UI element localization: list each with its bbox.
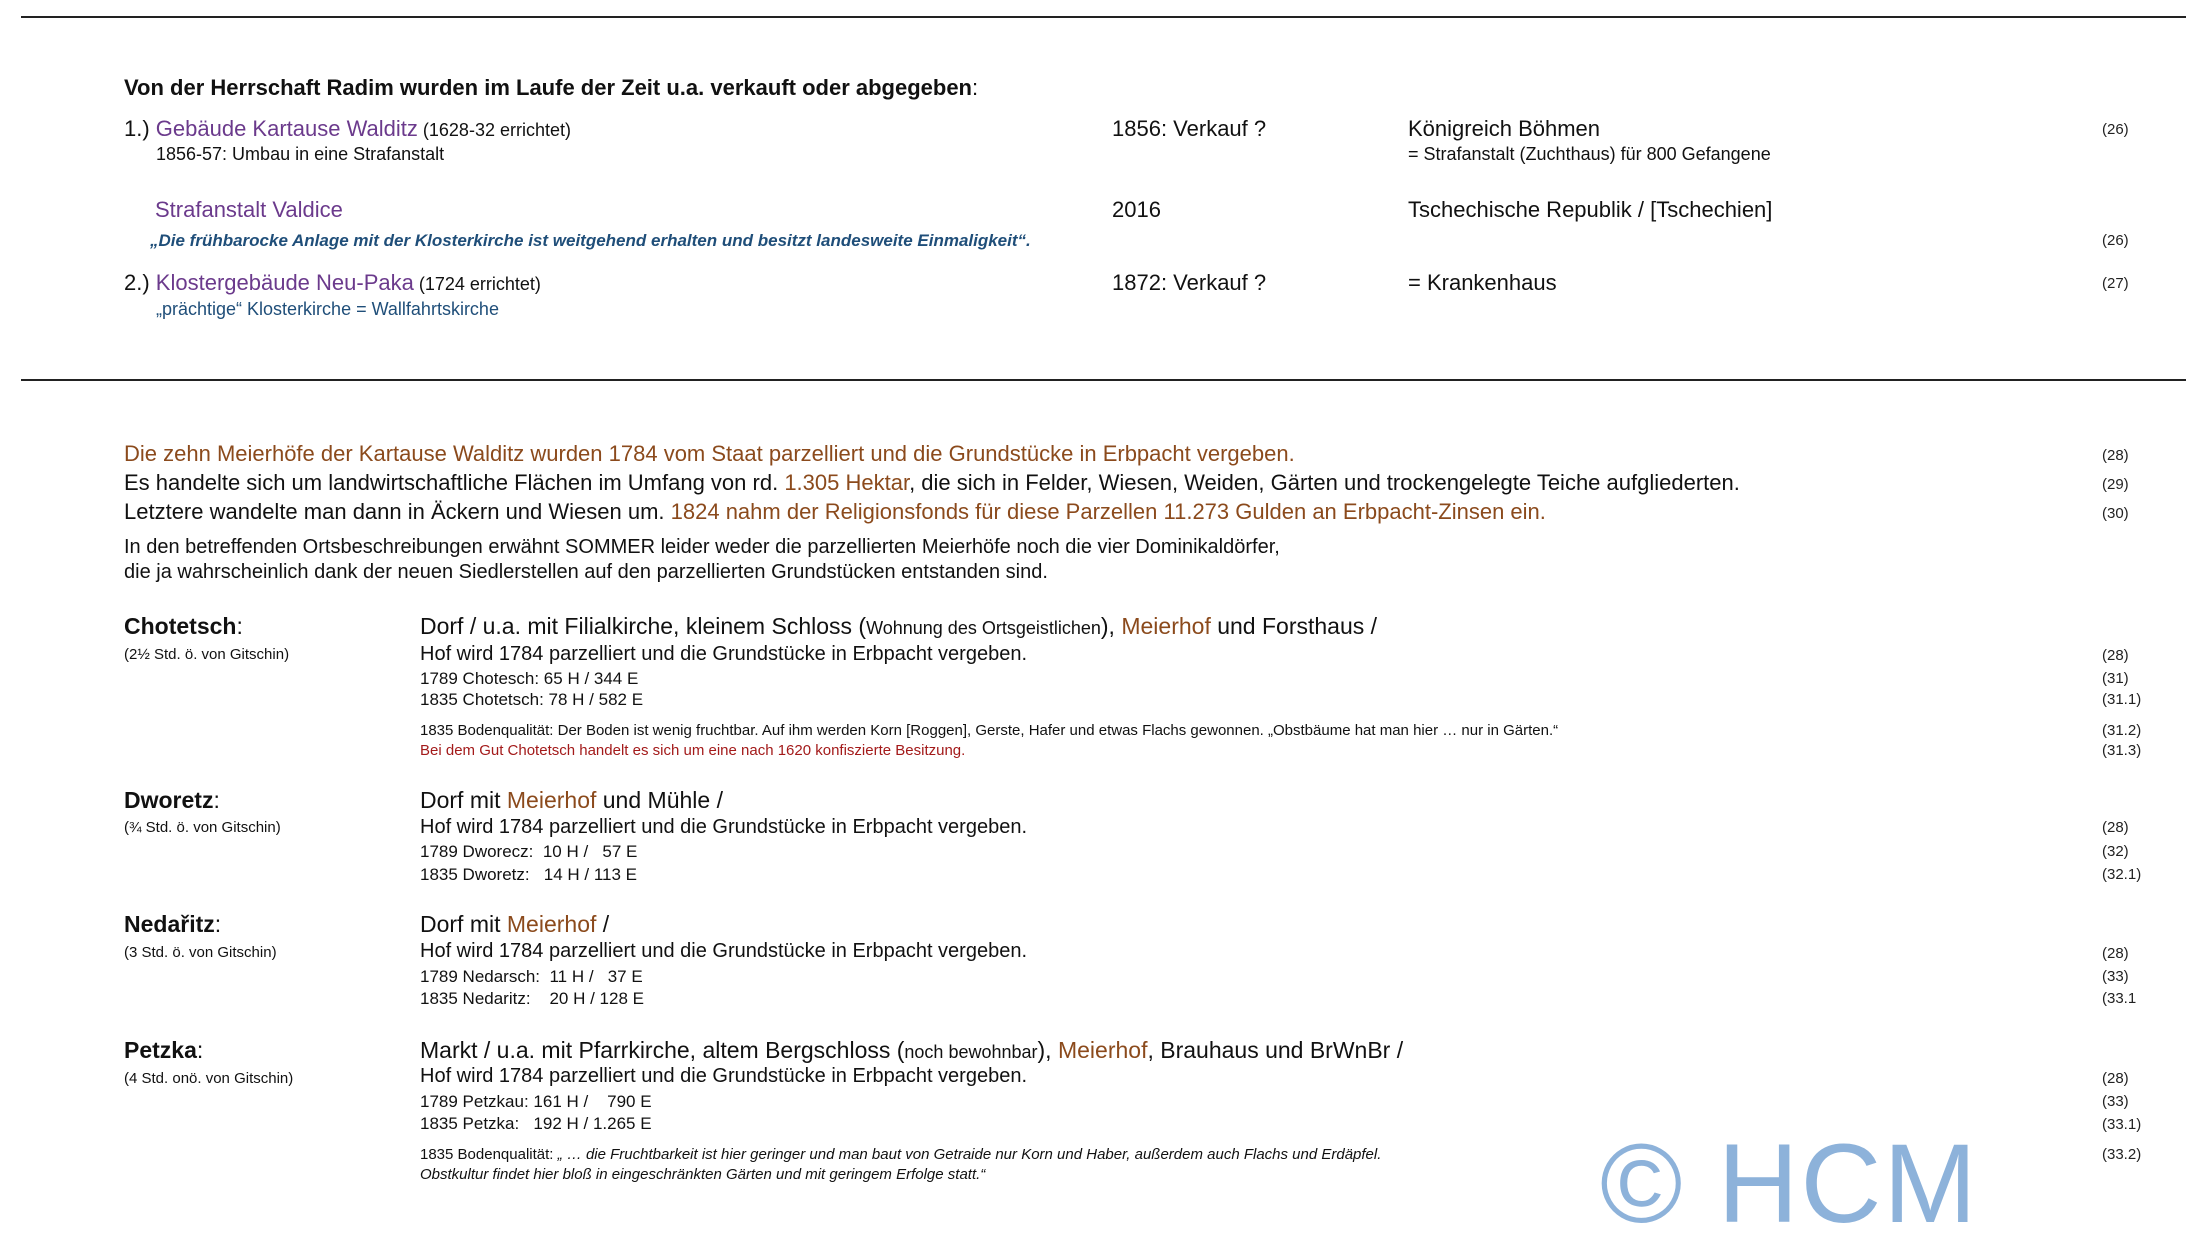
item-2-sub: „prächtige“ Klosterkirche = Wallfahrtskirche <box>156 299 499 319</box>
place-name: Nedařitz: <box>124 911 222 937</box>
ref: (33) <box>2102 968 2129 985</box>
place-pop-1835: 1835 Nedaritz: 20 H / 128 E <box>420 989 644 1008</box>
place-pop-1789: 1789 Chotesch: 65 H / 344 E <box>420 669 639 688</box>
item-1b-owner: Tschechische Republik / [Tschechien] <box>1408 197 1773 222</box>
ref: (33.1) <box>2102 1116 2142 1133</box>
place-pop-1835: 1835 Chotetsch: 78 H / 582 E <box>420 690 644 709</box>
place-parcel: Hof wird 1784 parzelliert und die Grundstücke in Erbpacht vergeben. <box>420 643 1028 665</box>
item-1-title: 1.) Gebäude Kartause Walditz (1628-32 errichtet) <box>124 116 571 141</box>
intro-line-2: Es handelte sich um landwirtschaftliche Flächen im Umfang von rd. 1.305 Hektar, die sich in Felder, Wiesen, Weiden, Gärten und trockengelegte Teiche aufgliederten. <box>124 470 1740 495</box>
item-2-title: 2.) Klostergebäude Neu-Paka (1724 errichtet) <box>124 270 541 295</box>
item-1b-quote: „Die frühbarocke Anlage mit der Klosterkirche ist weitgehend erhalten und besitzt landesweite Einmaligkeit“. <box>150 231 1031 250</box>
place-name: Petzka: <box>124 1037 204 1063</box>
place-parcel: Hof wird 1784 parzelliert und die Grundstücke in Erbpacht vergeben. <box>420 940 1028 962</box>
ref: (26) <box>2102 232 2129 249</box>
item-1-owner-sub: = Strafanstalt (Zuchthaus) für 800 Gefangene <box>1408 144 1771 164</box>
ref: (32) <box>2102 843 2129 860</box>
place-pop-1835: 1835 Dworetz: 14 H / 113 E <box>420 865 638 884</box>
place-distance: (¾ Std. ö. von Gitschin) <box>124 819 281 836</box>
section-heading: Von der Herrschaft Radim wurden im Laufe der Zeit u.a. verkauft oder abgegeben: <box>124 75 979 100</box>
ref: (31) <box>2102 670 2129 687</box>
place-desc: Dorf mit Meierhof / <box>420 911 610 937</box>
place-name: Chotetsch: <box>124 613 243 639</box>
place-soil: 1835 Bodenqualität: „ … die Fruchtbarkeit ist hier geringer und man baut von Getraide nur Korn und Haber, außerdem auch Flachs und Erdäpfel. <box>420 1146 1382 1163</box>
ref: (28) <box>2102 945 2129 962</box>
mid-divider <box>21 379 2186 381</box>
ref: (30) <box>2102 505 2129 522</box>
place-pop-1835: 1835 Petzka: 192 H / 1.265 E <box>420 1114 652 1133</box>
place-name: Dworetz: <box>124 787 220 813</box>
place-distance: (2½ Std. ö. von Gitschin) <box>124 646 290 663</box>
item-1-owner: Königreich Böhmen <box>1408 116 1601 141</box>
top-divider <box>21 16 2186 18</box>
intro-line-1: Die zehn Meierhöfe der Kartause Walditz wurden 1784 vom Staat parzelliert und die Grundstücke in Erbpacht vergeben. <box>124 441 1295 466</box>
place-parcel: Hof wird 1784 parzelliert und die Grundstücke in Erbpacht vergeben. <box>420 1065 1028 1087</box>
ref: (26) <box>2102 121 2129 138</box>
item-1b-title: Strafanstalt Valdice <box>155 197 343 222</box>
place-pop-1789: 1789 Dworecz: 10 H / 57 E <box>420 842 638 861</box>
item-1b-event: 2016 <box>1112 197 1161 222</box>
ref: (33.2) <box>2102 1146 2142 1163</box>
ref: (31.2) <box>2102 722 2142 739</box>
place-distance: (3 Std. ö. von Gitschin) <box>124 944 277 961</box>
item-1-sub: 1856-57: Umbau in eine Strafanstalt <box>156 144 445 164</box>
place-pop-1789: 1789 Petzkau: 161 H / 790 E <box>420 1092 652 1111</box>
ref: (31.1) <box>2102 691 2142 708</box>
ref: (32.1) <box>2102 866 2142 883</box>
ref: (27) <box>2102 275 2129 292</box>
place-pop-1789: 1789 Nedarsch: 11 H / 37 E <box>420 967 643 986</box>
copyright-watermark: © HCM <box>1600 1121 1979 1246</box>
item-1-event: 1856: Verkauf ? <box>1112 116 1267 141</box>
place-soil: 1835 Bodenqualität: Der Boden ist wenig fruchtbar. Auf ihm werden Korn [Roggen], Gerste, Hafer und etwas Flachs gewonnen. „Obstbäume hat man hier … nur in Gärten.“ <box>420 722 1559 739</box>
ref: (29) <box>2102 476 2129 493</box>
intro-line-5: die ja wahrscheinlich dank der neuen Siedlerstellen auf den parzellierten Grundstücken entstanden sind. <box>124 561 1048 583</box>
ref: (28) <box>2102 447 2129 464</box>
intro-line-3: Letztere wandelte man dann in Äckern und Wiesen um. 1824 nahm der Religionsfonds für diese Parzellen 11.273 Gulden an Erbpacht-Zinsen ein. <box>124 499 1546 524</box>
intro-line-4: In den betreffenden Ortsbeschreibungen erwähnt SOMMER leider weder die parzellierten Meierhöfe noch die vier Dominikaldörfer, <box>124 536 1280 558</box>
place-distance: (4 Std. onö. von Gitschin) <box>124 1070 294 1087</box>
place-desc: Markt / u.a. mit Pfarrkirche, altem Bergschloss (noch bewohnbar), Meierhof, Brauhaus und BrWnBr / <box>420 1037 1404 1063</box>
ref: (33) <box>2102 1093 2129 1110</box>
ref: (31.3) <box>2102 742 2142 759</box>
place-soil-cont: Obstkultur findet hier bloß in eingeschränkten Gärten und mit geringem Erfolge statt.“ <box>420 1166 986 1183</box>
place-desc: Dorf mit Meierhof und Mühle / <box>420 787 723 813</box>
ref: (28) <box>2102 647 2129 664</box>
place-note: Bei dem Gut Chotetsch handelt es sich um eine nach 1620 konfiszierte Besitzung. <box>420 742 966 759</box>
ref: (28) <box>2102 1070 2129 1087</box>
ref: (33.1 <box>2102 990 2137 1007</box>
place-desc: Dorf / u.a. mit Filialkirche, kleinem Schloss (Wohnung des Ortsgeistlichen), Meierhof und Forsthaus / <box>420 613 1378 639</box>
item-2-event: 1872: Verkauf ? <box>1112 270 1267 295</box>
place-parcel: Hof wird 1784 parzelliert und die Grundstücke in Erbpacht vergeben. <box>420 816 1028 838</box>
ref: (28) <box>2102 819 2129 836</box>
item-2-owner: = Krankenhaus <box>1408 270 1557 295</box>
